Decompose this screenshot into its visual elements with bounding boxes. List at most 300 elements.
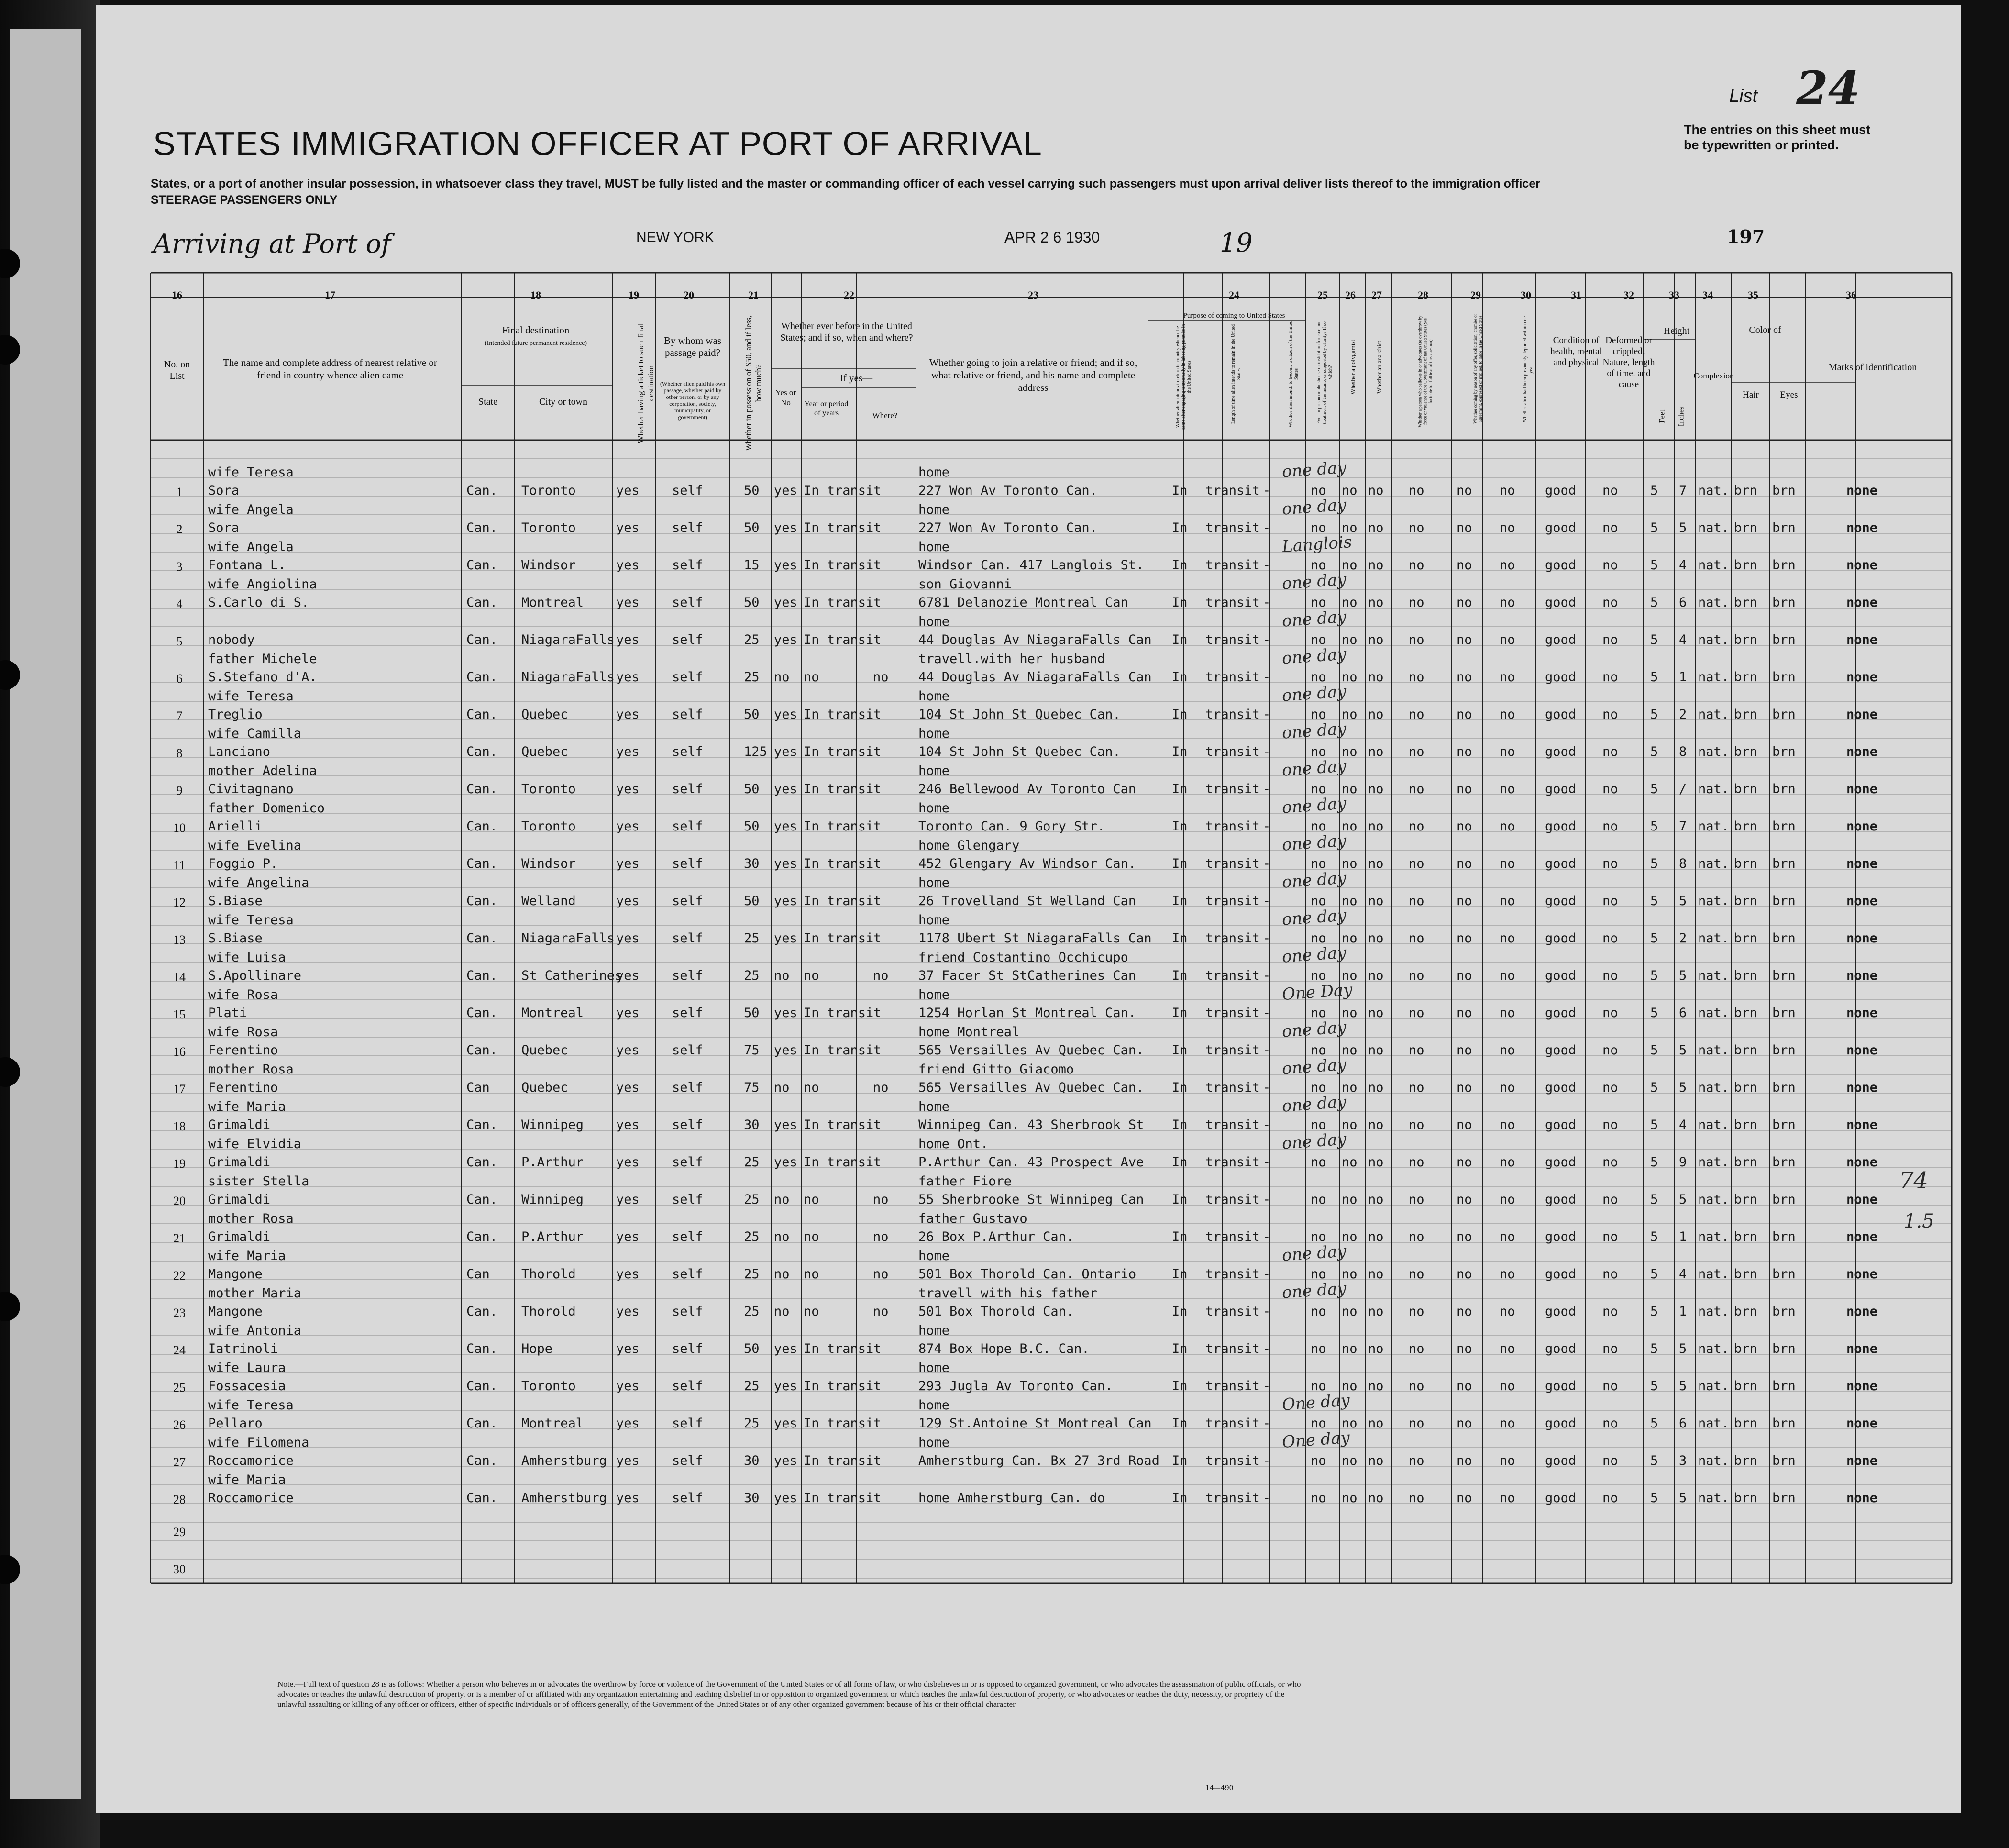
heading-purpose-return: Whether alien intends to return to country whence he came after engaging temporarily in laboring pursuits in the United States <box>1175 324 1192 430</box>
passage-paid-by: self <box>672 707 704 722</box>
relative-name: wife Angela <box>208 540 294 554</box>
purpose-citizen: - <box>1263 632 1271 647</box>
ticket-answer: yes <box>616 1267 640 1282</box>
height-inches: 2 <box>1679 707 1687 722</box>
complexion: nat. <box>1698 1155 1730 1170</box>
identification-marks: none <box>1846 782 1878 797</box>
relative-place: Iatrinoli <box>208 1341 278 1356</box>
answer-question-28: no <box>1409 856 1424 871</box>
deformed-answer: no <box>1602 595 1618 610</box>
answer-question-28: no <box>1409 520 1424 535</box>
in-us-period: In transit <box>804 707 882 722</box>
ever-in-us-answer: yes <box>774 782 797 797</box>
identification-marks: none <box>1846 1304 1878 1319</box>
height-feet: 5 <box>1650 894 1658 908</box>
deformed-answer: no <box>1602 1379 1618 1394</box>
purpose-citizen: - <box>1263 1453 1271 1468</box>
destination-city: Toronto <box>521 1379 576 1394</box>
joining-address: P.Arthur Can. 43 Prospect Ave <box>918 1155 1144 1170</box>
answer-prison: no <box>1311 595 1326 610</box>
purpose-length: transit <box>1205 894 1260 908</box>
hair-color: brn <box>1734 1341 1757 1356</box>
height-inches: 2 <box>1679 931 1687 946</box>
answer-polygamist: no <box>1342 819 1358 834</box>
in-us-period: In transit <box>804 595 882 610</box>
answer-question-28: no <box>1409 968 1424 983</box>
relative-place: Sora <box>208 483 240 498</box>
deformed-answer: no <box>1602 819 1618 834</box>
complexion: nat. <box>1698 782 1730 797</box>
answer-labor-offer: no <box>1457 1080 1472 1095</box>
answer-prison: no <box>1311 1491 1326 1505</box>
purpose-length: transit <box>1205 1155 1260 1170</box>
joining-relative: father Fiore <box>918 1174 1012 1189</box>
list-number: 24 <box>1796 61 1860 115</box>
destination-state: Can. <box>466 1118 498 1132</box>
answer-polygamist: no <box>1342 968 1358 983</box>
answer-labor-offer: no <box>1457 520 1472 535</box>
ever-in-us-answer: yes <box>774 1491 797 1505</box>
row-number: 21 <box>173 1231 186 1245</box>
heading-if-yes: If yes— <box>839 372 873 384</box>
answer-question-28: no <box>1409 1192 1424 1207</box>
handwritten-annotation: one day <box>1281 1055 1347 1079</box>
heading-passage-paid: By whom was passage paid? <box>663 335 722 358</box>
heading-color-of: Color of— <box>1749 325 1791 335</box>
money-amount: 25 <box>744 1304 760 1319</box>
row-number: 23 <box>173 1306 186 1320</box>
deformed-answer: no <box>1602 968 1618 983</box>
passage-paid-by: self <box>672 819 704 834</box>
health-condition: good <box>1545 1043 1577 1058</box>
money-amount: 25 <box>744 1379 760 1394</box>
destination-city: Hope <box>521 1341 553 1356</box>
purpose-length: transit <box>1205 1192 1260 1207</box>
answer-anarchist: no <box>1368 483 1384 498</box>
in-us-period: In transit <box>804 931 882 946</box>
heading-marks: Marks of identification <box>1828 362 1917 373</box>
answer-anarchist: no <box>1368 1341 1384 1356</box>
answer-anarchist: no <box>1368 1118 1384 1132</box>
identification-marks: none <box>1846 558 1878 573</box>
answer-prison: no <box>1311 1416 1326 1431</box>
ticket-answer: yes <box>616 968 640 983</box>
height-inches: / <box>1679 782 1687 797</box>
answer-polygamist: no <box>1342 931 1358 946</box>
relative-place: Lanciano <box>208 744 271 759</box>
relative-place: Treglio <box>208 707 263 722</box>
joining-address: 501 Box Thorold Can. <box>918 1304 1074 1319</box>
health-condition: good <box>1545 1341 1577 1356</box>
money-amount: 25 <box>744 1192 760 1207</box>
ticket-answer: yes <box>616 856 640 871</box>
relative-place: Mangone <box>208 1304 263 1319</box>
in-us-period: In transit <box>804 894 882 908</box>
destination-state: Can. <box>466 1006 498 1020</box>
purpose-citizen: - <box>1263 931 1271 946</box>
eye-color: brn <box>1772 483 1796 498</box>
ticket-answer: yes <box>616 894 640 908</box>
eye-color: brn <box>1772 1416 1796 1431</box>
height-feet: 5 <box>1650 782 1658 797</box>
identification-marks: none <box>1846 819 1878 834</box>
joining-relative: father Gustavo <box>918 1211 1027 1226</box>
identification-marks: none <box>1846 1453 1878 1468</box>
health-condition: good <box>1545 707 1577 722</box>
purpose-citizen: - <box>1263 520 1271 535</box>
hair-color: brn <box>1734 1304 1757 1319</box>
deformed-answer: no <box>1602 1304 1618 1319</box>
passage-paid-by: self <box>672 558 704 573</box>
eye-color: brn <box>1772 1304 1796 1319</box>
heading-joining-relative: Whether going to join a relative or friend; and if so, what relative or friend, and his name and complete address <box>929 357 1137 393</box>
height-inches: 5 <box>1679 1043 1687 1058</box>
relative-place: Grimaldi <box>208 1118 271 1132</box>
answer-polygamist: no <box>1342 1453 1358 1468</box>
health-condition: good <box>1545 1229 1577 1244</box>
identification-marks: none <box>1846 1491 1878 1505</box>
margin-note-number: 1.5 <box>1904 1210 1934 1232</box>
purpose-return: In <box>1172 819 1188 834</box>
purpose-citizen: - <box>1263 1229 1271 1244</box>
answer-deported: no <box>1500 595 1515 610</box>
column-number-24: 24 <box>1229 289 1239 301</box>
destination-city: Thorold <box>521 1304 576 1319</box>
hair-color: brn <box>1734 595 1757 610</box>
identification-marks: none <box>1846 968 1878 983</box>
identification-marks: none <box>1846 1155 1878 1170</box>
ever-in-us-answer: yes <box>774 1453 797 1468</box>
answer-deported: no <box>1500 1043 1515 1058</box>
relative-name: mother Maria <box>208 1286 302 1301</box>
answer-question-28: no <box>1409 1304 1424 1319</box>
height-feet: 5 <box>1650 670 1658 685</box>
deformed-answer: no <box>1602 670 1618 685</box>
answer-anarchist: no <box>1368 1155 1384 1170</box>
joining-relative: home Glengary <box>918 838 1020 853</box>
deformed-answer: no <box>1602 894 1618 908</box>
row-number-30: 30 <box>173 1562 186 1576</box>
heading-complexion: Complexion <box>1693 371 1734 380</box>
hair-color: brn <box>1734 894 1757 908</box>
eye-color: brn <box>1772 1043 1796 1058</box>
destination-city: Windsor <box>521 558 576 573</box>
row-number: 9 <box>176 784 183 797</box>
health-condition: good <box>1545 670 1577 685</box>
column-number-22: 22 <box>844 289 854 301</box>
purpose-return: In <box>1172 1192 1188 1207</box>
money-amount: 50 <box>744 707 760 722</box>
complexion: nat. <box>1698 670 1730 685</box>
passage-paid-by: self <box>672 1379 704 1394</box>
ever-in-us-answer: yes <box>774 1341 797 1356</box>
purpose-return: In <box>1172 483 1188 498</box>
hair-color: brn <box>1734 1155 1757 1170</box>
purpose-citizen: - <box>1263 1267 1271 1282</box>
ticket-answer: yes <box>616 558 640 573</box>
eye-color: brn <box>1772 782 1796 797</box>
height-feet: 5 <box>1650 632 1658 647</box>
complexion: nat. <box>1698 894 1730 908</box>
purpose-citizen: - <box>1263 782 1271 797</box>
answer-polygamist: no <box>1342 1006 1358 1020</box>
answer-polygamist: no <box>1342 595 1358 610</box>
answer-prison: no <box>1311 931 1326 946</box>
in-us-period: no <box>804 670 819 685</box>
purpose-return: In <box>1172 1379 1188 1394</box>
answer-anarchist: no <box>1368 1080 1384 1095</box>
destination-state: Can. <box>466 632 498 647</box>
destination-state: Can. <box>466 1491 498 1505</box>
joining-relative: home <box>918 1361 950 1375</box>
complexion: nat. <box>1698 520 1730 535</box>
answer-deported: no <box>1500 968 1515 983</box>
destination-city: Amherstburg <box>521 1491 607 1505</box>
row-number: 15 <box>173 1007 186 1021</box>
in-us-period: In transit <box>804 558 882 573</box>
ticket-answer: yes <box>616 1453 640 1468</box>
heading-deported: Whether alien had been previously deported within one year <box>1523 316 1534 422</box>
identification-marks: none <box>1846 1416 1878 1431</box>
in-us-period: In transit <box>804 483 882 498</box>
joining-relative: home <box>918 1323 950 1338</box>
destination-city: Montreal <box>521 595 584 610</box>
ever-in-us-answer: yes <box>774 595 797 610</box>
eye-color: brn <box>1772 595 1796 610</box>
relative-place: Arielli <box>208 819 263 834</box>
health-condition: good <box>1545 744 1577 759</box>
height-feet: 5 <box>1650 483 1658 498</box>
money-amount: 50 <box>744 483 760 498</box>
purpose-citizen: - <box>1263 819 1271 834</box>
health-condition: good <box>1545 595 1577 610</box>
purpose-length: transit <box>1205 1453 1260 1468</box>
health-condition: good <box>1545 819 1577 834</box>
hair-color: brn <box>1734 1453 1757 1468</box>
identification-marks: none <box>1846 931 1878 946</box>
answer-anarchist: no <box>1368 1192 1384 1207</box>
answer-question-28: no <box>1409 707 1424 722</box>
joining-address: 501 Box Thorold Can. Ontario <box>918 1267 1137 1282</box>
deformed-answer: no <box>1602 1043 1618 1058</box>
answer-labor-offer: no <box>1457 1006 1472 1020</box>
money-amount: 25 <box>744 632 760 647</box>
destination-city: Toronto <box>521 782 576 797</box>
height-feet: 5 <box>1650 1192 1658 1207</box>
answer-question-28: no <box>1409 595 1424 610</box>
answer-prison: no <box>1311 1080 1326 1095</box>
destination-state: Can. <box>466 1304 498 1319</box>
purpose-return: In <box>1172 931 1188 946</box>
eye-color: brn <box>1772 707 1796 722</box>
ticket-answer: yes <box>616 1155 640 1170</box>
ticket-answer: yes <box>616 1043 640 1058</box>
purpose-citizen: - <box>1263 1192 1271 1207</box>
joining-relative: home <box>918 987 950 1002</box>
answer-prison: no <box>1311 856 1326 871</box>
hair-color: brn <box>1734 1192 1757 1207</box>
answer-deported: no <box>1500 931 1515 946</box>
heading-passage-paid-note: (Whether alien paid his own passage, whether paid by other person, or by any corporation, society, municipality, or government) <box>660 380 725 421</box>
answer-labor-offer: no <box>1457 1043 1472 1058</box>
identification-marks: none <box>1846 670 1878 685</box>
deformed-answer: no <box>1602 856 1618 871</box>
answer-deported: no <box>1500 1453 1515 1468</box>
money-amount: 50 <box>744 819 760 834</box>
joining-relative: home <box>918 502 950 517</box>
hair-color: brn <box>1734 1416 1757 1431</box>
joining-address: 565 Versailles Av Quebec Can. <box>918 1043 1144 1058</box>
answer-prison: no <box>1311 894 1326 908</box>
identification-marks: none <box>1846 707 1878 722</box>
joining-address: 452 Glengary Av Windsor Can. <box>918 856 1137 871</box>
destination-city: Quebec <box>521 744 568 759</box>
height-feet: 5 <box>1650 1043 1658 1058</box>
answer-polygamist: no <box>1342 1155 1358 1170</box>
complexion: nat. <box>1698 1192 1730 1207</box>
height-inches: 5 <box>1679 894 1687 908</box>
joining-relative: home <box>918 764 950 778</box>
height-feet: 5 <box>1650 1304 1658 1319</box>
answer-labor-offer: no <box>1457 1155 1472 1170</box>
height-feet: 5 <box>1650 1453 1658 1468</box>
eye-color: brn <box>1772 968 1796 983</box>
destination-state: Can. <box>466 931 498 946</box>
row-number: 25 <box>173 1381 186 1394</box>
relative-place: nobody <box>208 632 255 647</box>
answer-labor-offer: no <box>1457 1341 1472 1356</box>
destination-state: Can. <box>466 1043 498 1058</box>
complexion: nat. <box>1698 931 1730 946</box>
purpose-return: In <box>1172 595 1188 610</box>
money-amount: 50 <box>744 520 760 535</box>
relative-place: Grimaldi <box>208 1229 271 1244</box>
health-condition: good <box>1545 1267 1577 1282</box>
relative-place: Ferentino <box>208 1080 278 1095</box>
identification-marks: none <box>1846 483 1878 498</box>
joining-address: Toronto Can. 9 Gory Str. <box>918 819 1105 834</box>
relative-name: wife Laura <box>208 1361 286 1375</box>
purpose-length: transit <box>1205 819 1260 834</box>
purpose-length: transit <box>1205 1043 1260 1058</box>
joining-relative: home <box>918 614 950 629</box>
complexion: nat. <box>1698 1229 1730 1244</box>
answer-deported: no <box>1500 1155 1515 1170</box>
answer-labor-offer: no <box>1457 1379 1472 1394</box>
purpose-length: transit <box>1205 1118 1260 1132</box>
answer-polygamist: no <box>1342 483 1358 498</box>
answer-anarchist: no <box>1368 931 1384 946</box>
purpose-return: In <box>1172 968 1188 983</box>
purpose-citizen: - <box>1263 1080 1271 1095</box>
in-us-period: no <box>804 968 819 983</box>
page-number: 197 <box>1727 226 1765 247</box>
heading-anarchist: Whether an anarchist <box>1375 341 1383 394</box>
hair-color: brn <box>1734 1043 1757 1058</box>
complexion: nat. <box>1698 595 1730 610</box>
ticket-answer: yes <box>616 1304 640 1319</box>
identification-marks: none <box>1846 856 1878 871</box>
answer-deported: no <box>1500 744 1515 759</box>
purpose-length: transit <box>1205 968 1260 983</box>
answer-labor-offer: no <box>1457 595 1472 610</box>
joining-address: 246 Bellewood Av Toronto Can <box>918 782 1137 797</box>
year-prefix: 19 <box>1220 228 1253 258</box>
answer-prison: no <box>1311 744 1326 759</box>
eye-color: brn <box>1772 1192 1796 1207</box>
eye-color: brn <box>1772 744 1796 759</box>
answer-deported: no <box>1500 1267 1515 1282</box>
destination-state: Can. <box>466 520 498 535</box>
destination-state: Can. <box>466 894 498 908</box>
passage-paid-by: self <box>672 782 704 797</box>
height-inches: 5 <box>1679 968 1687 983</box>
in-us-period: In transit <box>804 1118 882 1132</box>
relative-place: Fontana L. <box>208 558 286 573</box>
health-condition: good <box>1545 894 1577 908</box>
height-feet: 5 <box>1650 1229 1658 1244</box>
handwritten-annotation: one day <box>1281 943 1347 967</box>
answer-question-28: no <box>1409 1155 1424 1170</box>
hair-color: brn <box>1734 483 1757 498</box>
health-condition: good <box>1545 931 1577 946</box>
complexion: nat. <box>1698 819 1730 834</box>
height-inches: 4 <box>1679 632 1687 647</box>
purpose-citizen: - <box>1263 1006 1271 1020</box>
column-number-36: 36 <box>1846 289 1856 301</box>
heading-final-destination: Final destination <box>502 324 570 336</box>
relative-place: Mangone <box>208 1267 263 1282</box>
destination-city: P.Arthur <box>521 1229 584 1244</box>
height-feet: 5 <box>1650 1118 1658 1132</box>
destination-state: Can. <box>466 558 498 573</box>
relative-name: wife Angiolina <box>208 577 317 592</box>
answer-polygamist: no <box>1342 632 1358 647</box>
complexion: nat. <box>1698 1453 1730 1468</box>
arrival-date-stamp: APR 2 6 1930 <box>1004 229 1100 246</box>
money-amount: 25 <box>744 670 760 685</box>
joining-address: 129 St.Antoine St Montreal Can <box>918 1416 1152 1431</box>
ticket-answer: yes <box>616 1416 640 1431</box>
passage-paid-by: self <box>672 968 704 983</box>
destination-city: Montreal <box>521 1416 584 1431</box>
hair-color: brn <box>1734 782 1757 797</box>
relative-place: S.Biase <box>208 931 263 946</box>
purpose-return: In <box>1172 632 1188 647</box>
answer-question-28: no <box>1409 483 1424 498</box>
answer-anarchist: no <box>1368 1006 1384 1020</box>
height-feet: 5 <box>1650 819 1658 834</box>
answer-anarchist: no <box>1368 968 1384 983</box>
answer-prison: no <box>1311 558 1326 573</box>
complexion: nat. <box>1698 1118 1730 1132</box>
heading-feet: Feet <box>1658 409 1667 423</box>
in-us-period: In transit <box>804 1155 882 1170</box>
identification-marks: none <box>1846 632 1878 647</box>
eye-color: brn <box>1772 520 1796 535</box>
joining-address: 37 Facer St StCatherines Can <box>918 968 1137 983</box>
relative-name: sister Stella <box>208 1174 309 1189</box>
purpose-length: transit <box>1205 856 1260 871</box>
answer-prison: no <box>1311 483 1326 498</box>
in-us-period: In transit <box>804 782 882 797</box>
money-amount: 75 <box>744 1043 760 1058</box>
row-number: 24 <box>173 1343 186 1357</box>
answer-deported: no <box>1500 1229 1515 1244</box>
heading-state: State <box>478 397 497 407</box>
answer-prison: no <box>1311 782 1326 797</box>
passage-paid-by: self <box>672 595 704 610</box>
